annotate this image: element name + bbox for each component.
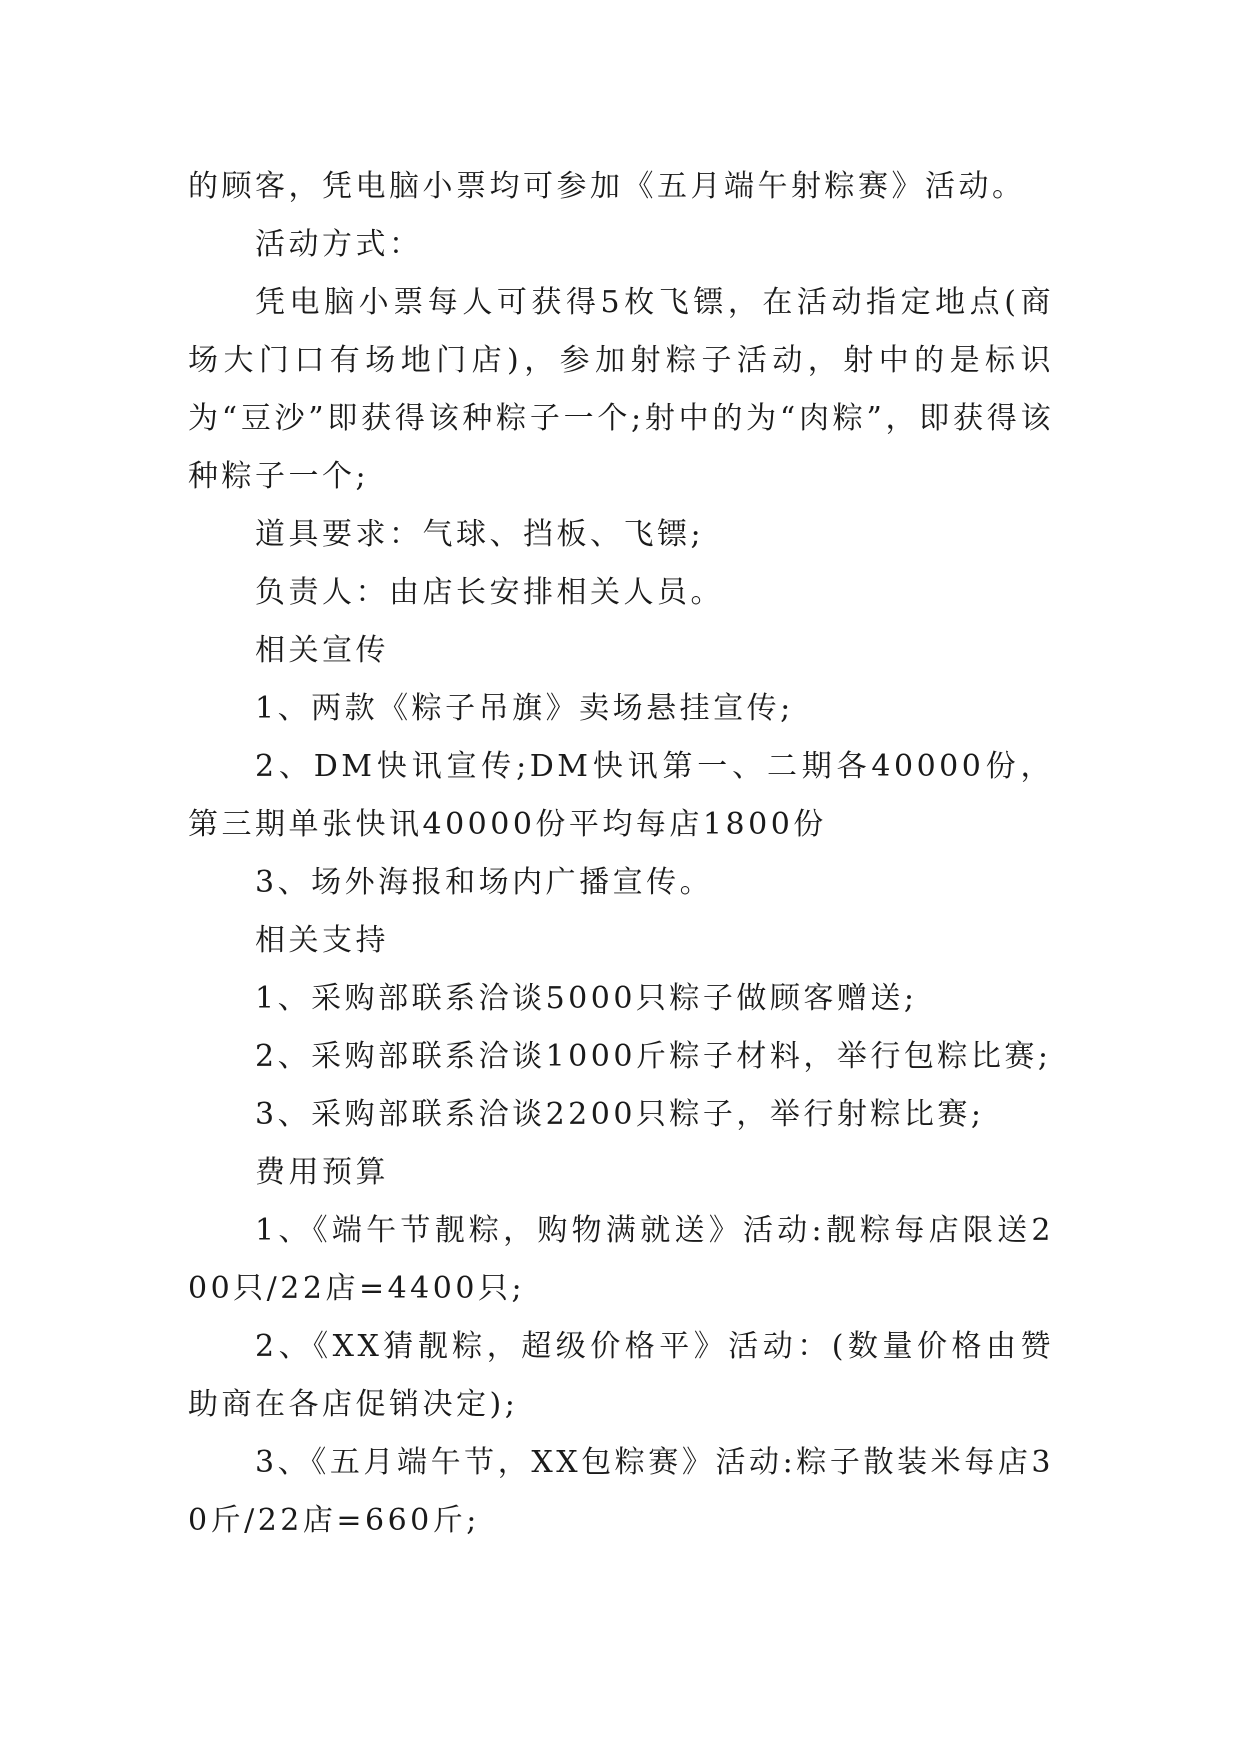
paragraph-12: 2、采购部联系洽谈1000斤粽子材料，举行包粽比赛; bbox=[255, 1039, 1052, 1074]
paragraph-6: 相关宣传 bbox=[255, 633, 389, 668]
paragraph-3: 凭电脑小票每人可获得5枚飞镖，在活动指定地点(商场大门口有场地门店)，参加射粽子活动，射中的是标识为“豆沙”即获得该种粽子一个;射中的为“肉粽”，即获得该种粽子一个; bbox=[188, 285, 1054, 494]
paragraph-11: 1、采购部联系洽谈5000只粽子做顾客赠送; bbox=[255, 981, 918, 1016]
paragraph-9: 3、场外海报和场内广播宣传。 bbox=[255, 865, 714, 900]
paragraph-14: 费用预算 bbox=[255, 1155, 389, 1190]
paragraph-7: 1、两款《粽子吊旗》卖场悬挂宣传; bbox=[255, 691, 794, 726]
paragraph-16: 2、《XX猜靓粽，超级价格平》活动：(数量价格由赞助商在各店促销决定); bbox=[188, 1329, 1054, 1422]
paragraph-15: 1、《端午节靓粽，购物满就送》活动:靓粽每店限送200只/22店=4400只; bbox=[188, 1213, 1054, 1306]
paragraph-10: 相关支持 bbox=[255, 923, 389, 958]
paragraph-4: 道具要求：气球、挡板、飞镖; bbox=[255, 517, 705, 552]
document-body bbox=[188, 158, 1054, 1550]
paragraph-13: 3、采购部联系洽谈2200只粽子，举行射粽比赛; bbox=[255, 1097, 985, 1132]
paragraph-5: 负责人：由店长安排相关人员。 bbox=[255, 575, 724, 610]
paragraph-2: 活动方式： bbox=[255, 227, 423, 262]
paragraph-8: 2、DM快讯宣传;DM快讯第一、二期各40000份，第三期单张快讯40000份平均每店1800份 bbox=[188, 749, 1054, 842]
paragraph-1: 的顾客，凭电脑小票均可参加《五月端午射粽赛》活动。 bbox=[188, 169, 1026, 204]
paragraph-17: 3、《五月端午节，XX包粽赛》活动:粽子散装米每店30斤/22店=660斤; bbox=[188, 1445, 1054, 1538]
